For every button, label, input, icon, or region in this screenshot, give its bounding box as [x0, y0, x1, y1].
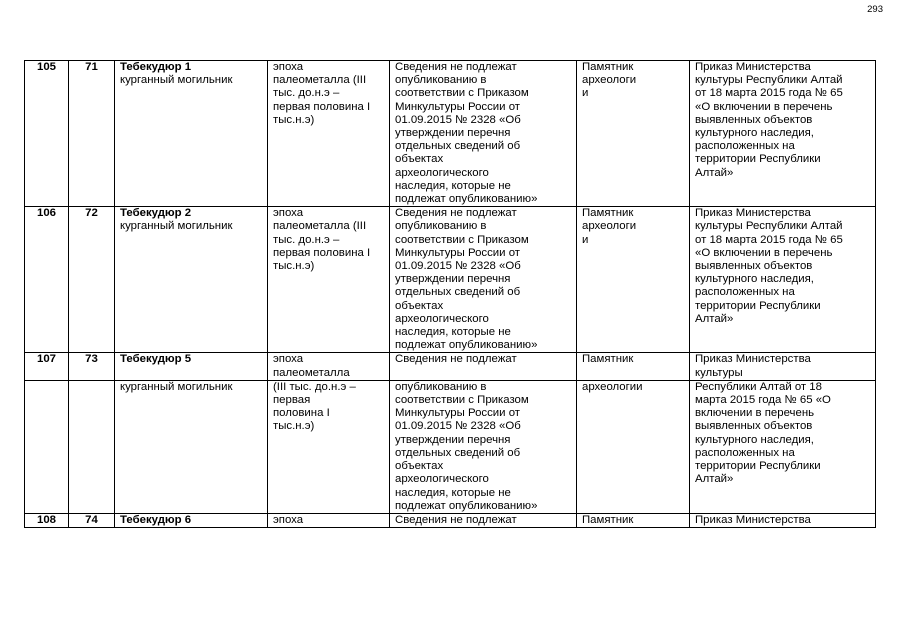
object-type: курганный могильник: [120, 74, 233, 87]
object-name: Тебекудюр 5: [120, 353, 192, 366]
location-info-cell: опубликованию в соответствии с Приказом Минкультуры России от 01.09.2015 № 2328 «Об утверждении перечня отдельных сведений об объектах археологического наследия, которые не подлежат опубликованию»: [390, 380, 577, 513]
location-info-cell: Сведения не подлежат опубликованию в соответствии с Приказом Минкультуры России от 01.09.2015 № 2328 «Об утверждении перечня отдельных сведений об объектах археологического наследия, которые не подлежат опубликованию»: [390, 61, 577, 207]
document-cell: Приказ Министерства культуры: [690, 353, 876, 380]
category-cell: археологии: [577, 380, 690, 513]
document-cell: Приказ Министерства: [690, 513, 876, 527]
object-type: курганный могильник: [120, 380, 233, 393]
row-number-cell: 106: [25, 207, 69, 353]
document-cell: Приказ Министерства культуры Республики Алтай от 18 марта 2015 года № 65 «О включении в перечень выявленных объектов культурного наследия, расположенных на территории Республики Алтай»: [690, 207, 876, 353]
row-number-cell: 108: [25, 513, 69, 527]
heritage-table: [24, 60, 876, 528]
registry-number-cell: 71: [69, 61, 115, 207]
object-type: курганный могильник: [120, 220, 233, 233]
row-number-cell: 107: [25, 353, 69, 380]
object-name-cell: [115, 380, 268, 513]
object-name: Тебекудюр 2: [120, 207, 192, 220]
document-cell: Республики Алтай от 18 марта 2015 года № 65 «О включении в перечень выявленных объектов культурного наследия, расположенных на территории Республики Алтай»: [690, 380, 876, 513]
table-row: [25, 61, 876, 207]
document-cell: Приказ Министерства культуры Республики Алтай от 18 марта 2015 года № 65 «О включении в перечень выявленных объектов культурного наследия, расположенных на территории Республики Алтай»: [690, 61, 876, 207]
object-name: Тебекудюр 1: [120, 61, 192, 73]
registry-number-cell: 73: [69, 353, 115, 380]
object-name-cell: [115, 353, 268, 380]
page-number: 293: [867, 4, 883, 15]
category-cell: Памятник археологи и: [577, 61, 690, 207]
table-row: [25, 353, 876, 380]
dating-cell: эпоха палеометалла: [268, 353, 390, 380]
category-cell: Памятник археологи и: [577, 207, 690, 353]
object-name-cell: [115, 513, 268, 527]
category-cell: Памятник: [577, 353, 690, 380]
table-row: [25, 380, 876, 513]
dating-cell: эпоха палеометалла (III тыс. до.н.э – первая половина I тыс.н.э): [268, 61, 390, 207]
category-cell: Памятник: [577, 513, 690, 527]
table-row: [25, 513, 876, 527]
location-info-cell: Сведения не подлежат: [390, 513, 577, 527]
dating-cell: (III тыс. до.н.э – первая половина I тыс.н.э): [268, 380, 390, 513]
row-number-cell: [25, 380, 69, 513]
registry-number-cell: 74: [69, 513, 115, 527]
object-name-cell: [115, 61, 268, 207]
dating-cell: эпоха палеометалла (III тыс. до.н.э – первая половина I тыс.н.э): [268, 207, 390, 353]
object-name: Тебекудюр 6: [120, 513, 192, 526]
location-info-cell: Сведения не подлежат: [390, 353, 577, 380]
location-info-cell: Сведения не подлежат опубликованию в соответствии с Приказом Минкультуры России от 01.09.2015 № 2328 «Об утверждении перечня отдельных сведений об объектах археологического наследия, которые не подлежат опубликованию»: [390, 207, 577, 353]
object-name-cell: [115, 207, 268, 353]
dating-cell: эпоха: [268, 513, 390, 527]
registry-number-cell: [69, 380, 115, 513]
row-number-cell: 105: [25, 61, 69, 207]
table-row: [25, 207, 876, 353]
registry-number-cell: 72: [69, 207, 115, 353]
